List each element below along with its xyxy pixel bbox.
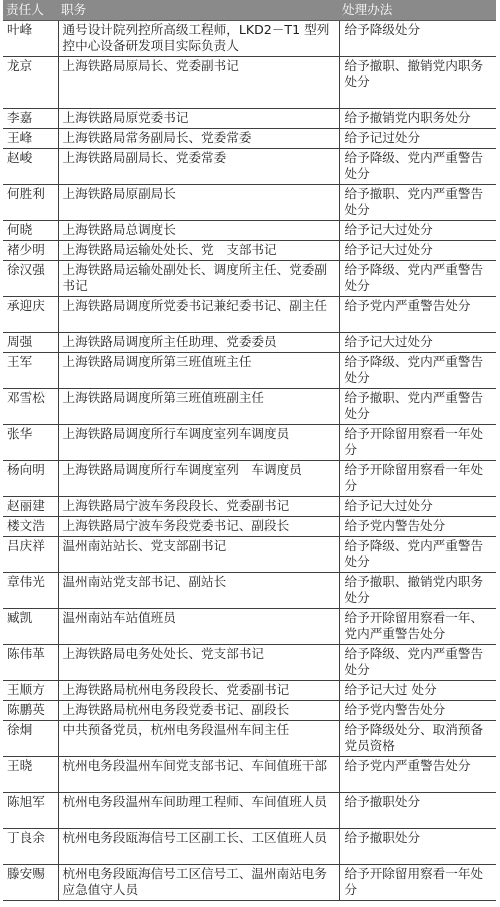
table-row: [3, 461, 496, 497]
cell-position: 上海铁路局调度所主任助理、党委委员: [58, 333, 339, 353]
cell-position: 上海铁路局运输处副处长、调度所主任、党委副书记: [58, 261, 339, 297]
cell-position: 上海铁路局宁波车务段党委书记、副段长: [58, 517, 339, 537]
table-row: [3, 129, 496, 149]
header-penalty: 处理办法: [339, 0, 496, 21]
table-row: [3, 517, 496, 537]
cell-name: 臧凯: [3, 609, 58, 645]
cell-penalty: 给予记大过处分: [339, 221, 496, 241]
cell-penalty: 给予降级、党内严重警告处分: [339, 537, 496, 573]
cell-penalty: 给予党内警告处分: [339, 701, 496, 721]
table-header-row: [3, 0, 496, 21]
cell-penalty: 给予记大过处分: [339, 241, 496, 261]
cell-penalty: 给予撤销党内职务处分: [339, 109, 496, 129]
header-responsible-person: 责任人: [3, 0, 58, 21]
cell-penalty: 给予撤职、撤销党内职务处分: [339, 573, 496, 609]
cell-name: 何晓: [3, 221, 58, 241]
table-row: [3, 353, 496, 389]
cell-position: 温州南站站长、党支部副书记: [58, 537, 339, 573]
cell-name: 叶峰: [3, 21, 58, 57]
cell-position: 中共预备党员，杭州电务段温州车间主任: [58, 721, 339, 757]
cell-name: 楼文浩: [3, 517, 58, 537]
cell-name: 吕庆祥: [3, 537, 58, 573]
cell-name: 赵峻: [3, 149, 58, 185]
cell-position: 上海铁路局杭州电务段段长、党委副书记: [58, 681, 339, 701]
table-row: [3, 185, 496, 221]
cell-penalty: 给予降级处分: [339, 21, 496, 57]
table-body: [3, 21, 496, 901]
cell-position: 上海铁路局总调度长: [58, 221, 339, 241]
cell-position: 上海铁路局原局长、党委副书记: [58, 57, 339, 109]
cell-name: 王顺方: [3, 681, 58, 701]
cell-position: 上海铁路局调度所第三班值班主任: [58, 353, 339, 389]
cell-position: 上海铁路局副局长、党委常委: [58, 149, 339, 185]
cell-name: 滕安赐: [3, 865, 58, 901]
table-row: [3, 865, 496, 901]
cell-name: 章伟光: [3, 573, 58, 609]
table-row: [3, 829, 496, 865]
cell-position: 上海铁路局原副局长: [58, 185, 339, 221]
table-row: [3, 297, 496, 333]
cell-penalty: 给予开除留用察看一年处分: [339, 865, 496, 901]
cell-name: 李嘉: [3, 109, 58, 129]
cell-name: 龙京: [3, 57, 58, 109]
cell-penalty: 给予开除留用察看一年、党内严重警告处分: [339, 609, 496, 645]
table-row: [3, 757, 496, 793]
table-row: [3, 609, 496, 645]
cell-position: 温州南站党支部书记、副站长: [58, 573, 339, 609]
cell-position: 杭州电务段瓯海信号工区信号工、温州南站电务应急值守人员: [58, 865, 339, 901]
cell-name: 徐汉强: [3, 261, 58, 297]
cell-position: 上海铁路局调度所行车调度室列 车调度员: [58, 461, 339, 497]
cell-penalty: 给予撤职、撤销党内职务处分: [339, 57, 496, 109]
cell-penalty: 给予降级处分、取消预备党员资格: [339, 721, 496, 757]
cell-penalty: 给予降级、党内严重警告处分: [339, 261, 496, 297]
cell-penalty: 给予降级、党内严重警告处分: [339, 353, 496, 389]
accountability-table: [3, 0, 496, 901]
cell-name: 陈旭军: [3, 793, 58, 829]
cell-name: 承迎庆: [3, 297, 58, 333]
cell-penalty: 给予党内严重警告处分: [339, 757, 496, 793]
cell-name: 陈伟革: [3, 645, 58, 681]
cell-name: 王晓: [3, 757, 58, 793]
cell-position: 上海铁路局原党委书记: [58, 109, 339, 129]
cell-position: 上海铁路局运输处处长、党 支部书记: [58, 241, 339, 261]
table-row: [3, 701, 496, 721]
cell-penalty: 给予开除留用察看一年处分: [339, 425, 496, 461]
cell-position: 上海铁路局常务副局长、党委常委: [58, 129, 339, 149]
cell-penalty: 给予撤职、党内严重警告处分: [339, 185, 496, 221]
cell-position: 上海铁路局调度所党委书记兼纪委书记、副主任: [58, 297, 339, 333]
cell-position: 上海铁路局杭州电务段党委书记、副段长: [58, 701, 339, 721]
cell-penalty: 给予撤职处分: [339, 829, 496, 865]
table-row: [3, 21, 496, 57]
cell-position: 杭州电务段温州车间助理工程师、车间值班人员: [58, 793, 339, 829]
cell-penalty: 给予降级、党内严重警告处分: [339, 645, 496, 681]
table-row: [3, 389, 496, 425]
cell-penalty: 给予降级、党内严重警告处分: [339, 149, 496, 185]
cell-name: 褚少明: [3, 241, 58, 261]
table-row: [3, 241, 496, 261]
cell-name: 张华: [3, 425, 58, 461]
header-position: 职务: [58, 0, 339, 21]
cell-penalty: 给予记过处分: [339, 129, 496, 149]
table-row: [3, 221, 496, 241]
cell-position: 上海铁路局调度所行车调度室列车调度员: [58, 425, 339, 461]
cell-penalty: 给予党内严重警告处分: [339, 297, 496, 333]
table-row: [3, 497, 496, 517]
table-row: [3, 537, 496, 573]
cell-position: 杭州电务段温州车间党支部书记、车间值班干部: [58, 757, 339, 793]
cell-name: 邓雪松: [3, 389, 58, 425]
table-row: [3, 645, 496, 681]
cell-name: 王军: [3, 353, 58, 389]
cell-name: 丁良余: [3, 829, 58, 865]
table-row: [3, 681, 496, 701]
table-row: [3, 793, 496, 829]
table-row: [3, 333, 496, 353]
cell-name: 周强: [3, 333, 58, 353]
cell-name: 陈鹏英: [3, 701, 58, 721]
table-row: [3, 57, 496, 109]
cell-position: 通号设计院列控所高级工程师，LKD2－T1 型列控中心设备研发项目实际负责人: [58, 21, 339, 57]
cell-name: 王峰: [3, 129, 58, 149]
cell-position: 上海铁路局调度所第三班值班副主任: [58, 389, 339, 425]
cell-name: 徐炯: [3, 721, 58, 757]
cell-position: 温州南站车站值班员: [58, 609, 339, 645]
cell-penalty: 给予撤职处分: [339, 793, 496, 829]
table-row: [3, 721, 496, 757]
cell-position: 上海铁路局宁波车务段段长、党委副书记: [58, 497, 339, 517]
table-row: [3, 109, 496, 129]
cell-penalty: 给予记大过处分: [339, 497, 496, 517]
cell-position: 杭州电务段瓯海信号工区副工长、工区值班人员: [58, 829, 339, 865]
cell-position: 上海铁路局电务处处长、党支部书记: [58, 645, 339, 681]
table-row: [3, 573, 496, 609]
table-row: [3, 425, 496, 461]
cell-penalty: 给予记大过处分: [339, 333, 496, 353]
cell-name: 杨向明: [3, 461, 58, 497]
cell-penalty: 给予撤职、党内严重警告处分: [339, 389, 496, 425]
cell-name: 何胜利: [3, 185, 58, 221]
cell-name: 赵丽建: [3, 497, 58, 517]
cell-penalty: 给予党内警告处分: [339, 517, 496, 537]
table-row: [3, 149, 496, 185]
cell-penalty: 给予开除留用察看一年处分: [339, 461, 496, 497]
table-row: [3, 261, 496, 297]
cell-penalty: 给予记大过 处分: [339, 681, 496, 701]
